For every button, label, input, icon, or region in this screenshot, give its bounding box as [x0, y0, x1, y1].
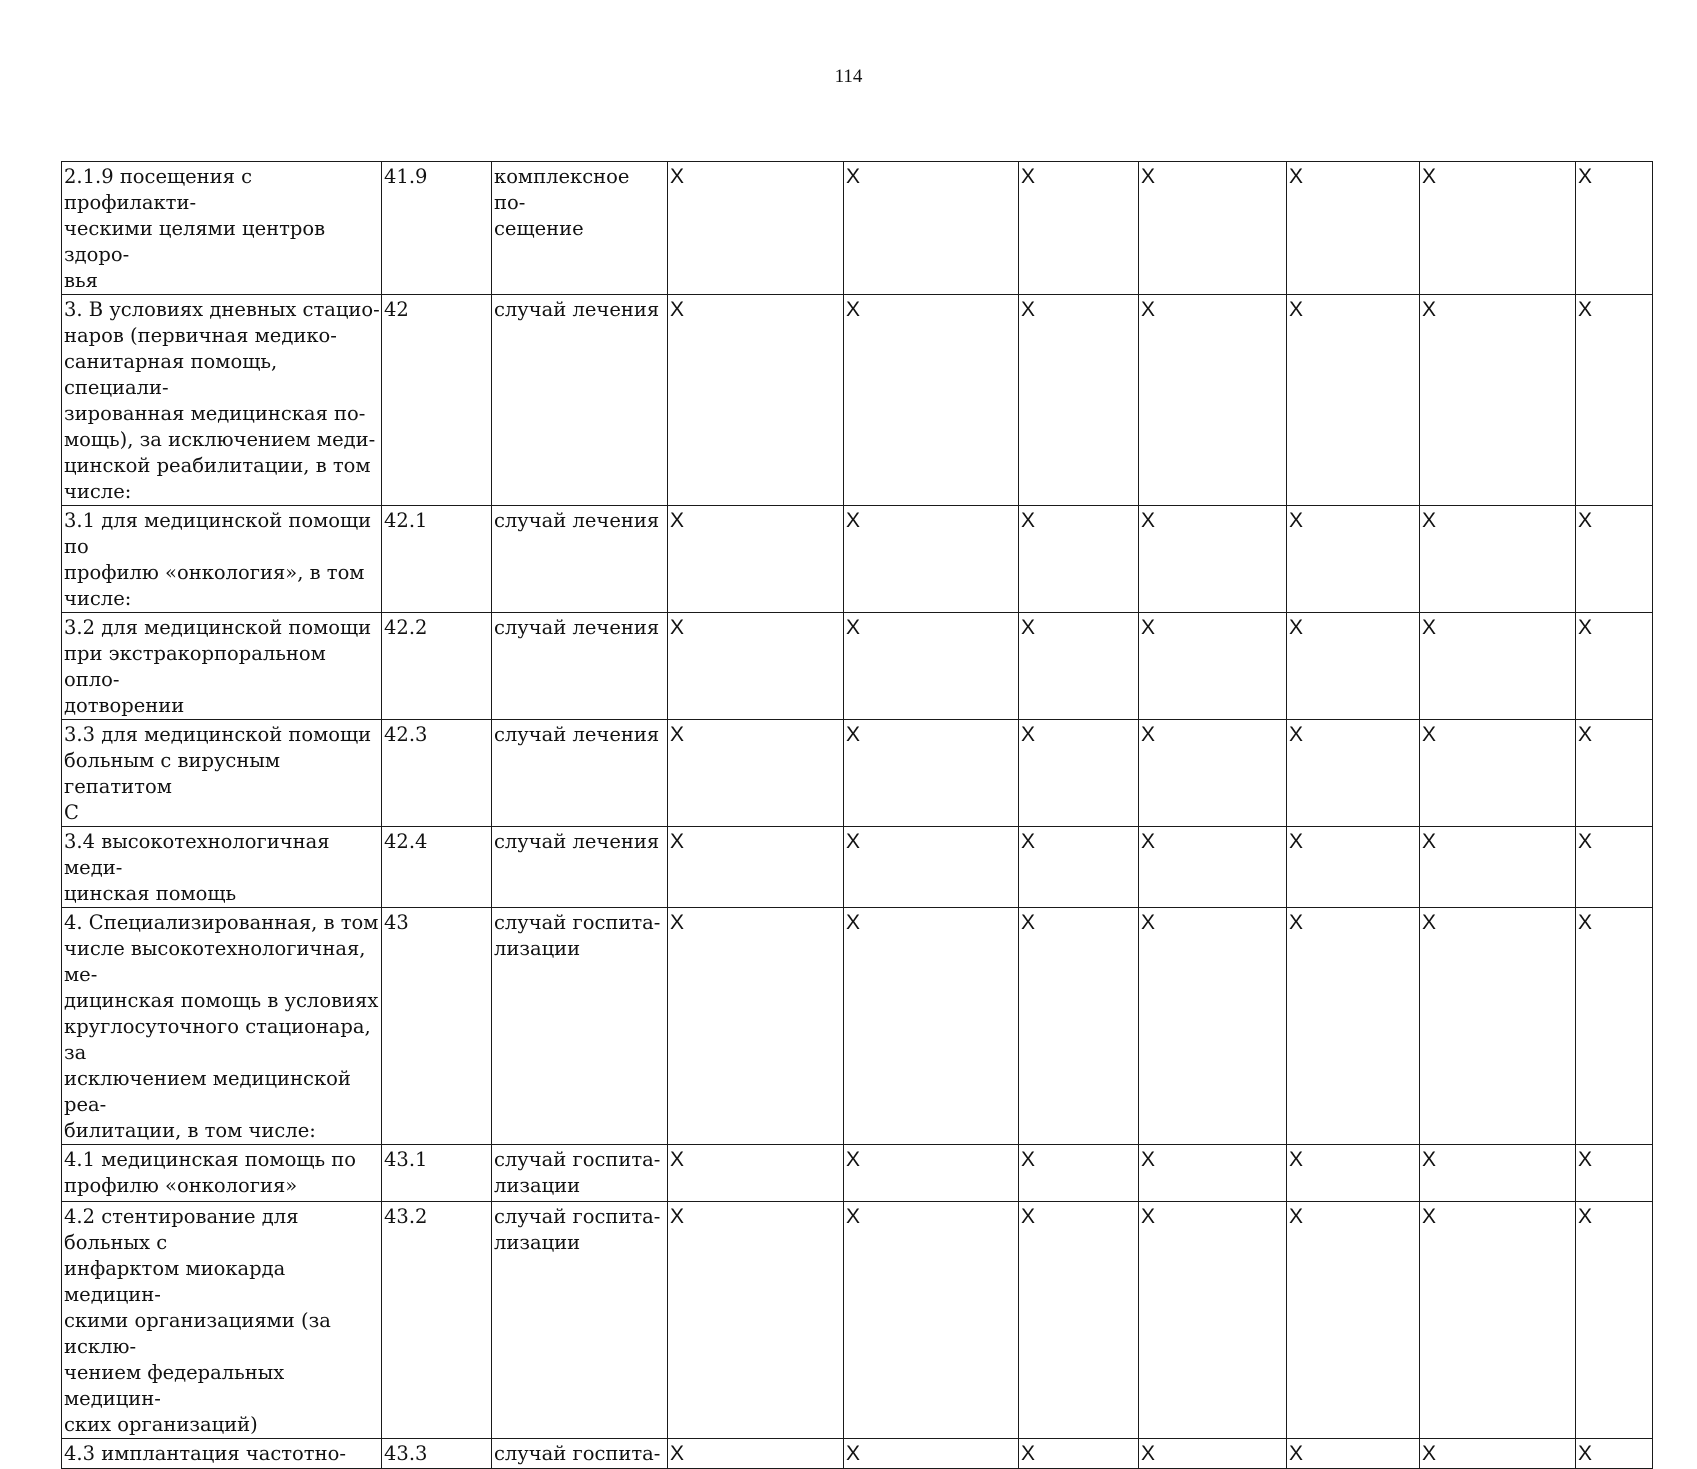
page-number: 114: [834, 66, 863, 87]
row-mark-cell: X: [1139, 1439, 1287, 1469]
row-mark-cell: X: [1139, 827, 1287, 908]
row-code-cell: 42.3: [382, 720, 492, 827]
row-unit-cell: случай лечения: [492, 613, 668, 720]
row-mark-cell: X: [668, 1145, 844, 1202]
row-name-cell: 3.3 для медицинской помощи больным с вирусным гепатитом С: [62, 720, 382, 827]
table-row: [62, 908, 1653, 1145]
row-name-cell: 2.1.9 посещения с профилакти- ческими целями центров здоро- вья: [62, 162, 382, 295]
row-mark-cell: X: [1287, 1439, 1420, 1469]
table-row: [62, 1202, 1653, 1439]
row-mark-cell: X: [1420, 1439, 1576, 1469]
row-mark-cell: X: [668, 720, 844, 827]
row-mark-cell: X: [1139, 1202, 1287, 1439]
row-unit-cell: комплексное по- сещение: [492, 162, 668, 295]
row-name-cell: 4.2 стентирование для больных с инфарктом миокарда медицин- скими организациями (за исклю- чением федеральных медицин- ских организаций): [62, 1202, 382, 1439]
row-mark-cell: X: [1019, 1439, 1139, 1469]
row-mark-cell: X: [1287, 613, 1420, 720]
row-mark-cell: X: [1287, 1145, 1420, 1202]
table-row: [62, 827, 1653, 908]
row-mark-cell: X: [1287, 295, 1420, 506]
row-mark-cell: X: [668, 827, 844, 908]
row-mark-cell: X: [844, 613, 1019, 720]
row-mark-cell: X: [844, 1202, 1019, 1439]
row-code-cell: 42.2: [382, 613, 492, 720]
row-unit-cell: случай госпита- лизации: [492, 1202, 668, 1439]
row-mark-cell: X: [1019, 1145, 1139, 1202]
row-code-cell: 42.4: [382, 827, 492, 908]
row-mark-cell: X: [1019, 295, 1139, 506]
row-mark-cell: X: [1019, 506, 1139, 613]
table-row: [62, 295, 1653, 506]
row-code-cell: 43.1: [382, 1145, 492, 1202]
row-mark-cell: X: [1420, 506, 1576, 613]
row-mark-cell: X: [1139, 506, 1287, 613]
row-mark-cell: X: [1576, 1202, 1653, 1439]
row-unit-cell: случай госпита- лизации: [492, 1145, 668, 1202]
row-mark-cell: X: [1019, 720, 1139, 827]
row-mark-cell: X: [1420, 827, 1576, 908]
row-mark-cell: X: [1420, 162, 1576, 295]
table-body: [62, 162, 1653, 1469]
row-mark-cell: X: [1139, 613, 1287, 720]
row-name-cell: 3.4 высокотехнологичная меди- цинская помощь: [62, 827, 382, 908]
row-mark-cell: X: [1576, 720, 1653, 827]
row-mark-cell: X: [844, 506, 1019, 613]
table-row: [62, 506, 1653, 613]
row-mark-cell: X: [668, 295, 844, 506]
table-row: [62, 720, 1653, 827]
row-mark-cell: X: [844, 720, 1019, 827]
row-mark-cell: X: [1576, 613, 1653, 720]
row-code-cell: 42: [382, 295, 492, 506]
table-row: [62, 613, 1653, 720]
row-unit-cell: случай госпита- лизации: [492, 908, 668, 1145]
table-row: [62, 1145, 1653, 1202]
row-name-cell: 3. В условиях дневных стацио- наров (первичная медико- санитарная помощь, специали- зированная медицинская по- мощь), за исключением меди- цинской реабилитации, в том числе:: [62, 295, 382, 506]
row-mark-cell: X: [1287, 1202, 1420, 1439]
row-name-cell: 3.2 для медицинской помощи при экстракорпоральном опло- дотворении: [62, 613, 382, 720]
row-unit-cell: случай лечения: [492, 720, 668, 827]
row-mark-cell: X: [844, 295, 1019, 506]
row-mark-cell: X: [844, 1439, 1019, 1469]
row-mark-cell: X: [1019, 1202, 1139, 1439]
row-code-cell: 42.1: [382, 506, 492, 613]
row-mark-cell: X: [1139, 720, 1287, 827]
row-unit-cell: случай госпита-: [492, 1439, 668, 1469]
row-mark-cell: X: [1576, 1145, 1653, 1202]
row-mark-cell: X: [1420, 1202, 1576, 1439]
row-code-cell: 41.9: [382, 162, 492, 295]
row-mark-cell: X: [668, 506, 844, 613]
row-mark-cell: X: [1019, 827, 1139, 908]
row-name-cell: 4.1 медицинская помощь по профилю «онкология»: [62, 1145, 382, 1202]
row-mark-cell: X: [1576, 506, 1653, 613]
row-mark-cell: X: [1420, 908, 1576, 1145]
row-mark-cell: X: [1019, 162, 1139, 295]
row-mark-cell: X: [1576, 1439, 1653, 1469]
row-unit-cell: случай лечения: [492, 827, 668, 908]
row-mark-cell: X: [668, 908, 844, 1145]
row-mark-cell: X: [668, 1202, 844, 1439]
row-unit-cell: случай лечения: [492, 295, 668, 506]
row-mark-cell: X: [1576, 162, 1653, 295]
row-mark-cell: X: [1287, 908, 1420, 1145]
row-mark-cell: X: [844, 1145, 1019, 1202]
row-mark-cell: X: [1576, 827, 1653, 908]
row-mark-cell: X: [1287, 162, 1420, 295]
row-mark-cell: X: [1576, 295, 1653, 506]
row-mark-cell: X: [844, 827, 1019, 908]
row-mark-cell: X: [1420, 720, 1576, 827]
row-name-cell: 4. Специализированная, в том числе высокотехнологичная, ме- дицинская помощь в условиях круглосуточного стационара, за исключением медицинской реа- билитации, в том числе:: [62, 908, 382, 1145]
row-name-cell: 4.3 имплантация частотно-: [62, 1439, 382, 1469]
row-name-cell: 3.1 для медицинской помощи по профилю «онкология», в том числе:: [62, 506, 382, 613]
row-mark-cell: X: [1420, 613, 1576, 720]
row-mark-cell: X: [1287, 827, 1420, 908]
table-row: [62, 162, 1653, 295]
row-code-cell: 43: [382, 908, 492, 1145]
row-mark-cell: X: [844, 162, 1019, 295]
row-mark-cell: X: [844, 908, 1019, 1145]
row-mark-cell: X: [668, 162, 844, 295]
row-mark-cell: X: [1019, 613, 1139, 720]
row-mark-cell: X: [668, 1439, 844, 1469]
row-mark-cell: X: [1139, 295, 1287, 506]
row-mark-cell: X: [1139, 162, 1287, 295]
row-mark-cell: X: [1139, 908, 1287, 1145]
row-mark-cell: X: [1287, 720, 1420, 827]
row-code-cell: 43.2: [382, 1202, 492, 1439]
row-mark-cell: X: [1139, 1145, 1287, 1202]
row-mark-cell: X: [1019, 908, 1139, 1145]
row-unit-cell: случай лечения: [492, 506, 668, 613]
table-row: [62, 1439, 1653, 1469]
row-mark-cell: X: [1576, 908, 1653, 1145]
row-mark-cell: X: [1420, 295, 1576, 506]
row-mark-cell: X: [1287, 506, 1420, 613]
data-table: [61, 161, 1653, 1469]
row-mark-cell: X: [668, 613, 844, 720]
row-mark-cell: X: [1420, 1145, 1576, 1202]
row-code-cell: 43.3: [382, 1439, 492, 1469]
